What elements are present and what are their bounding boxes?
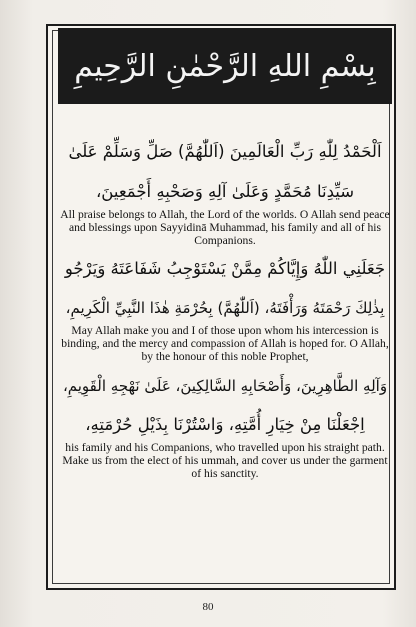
arabic-line-1: اَلْحَمْدُ لِلّٰهِ رَبِّ الْعَالَمِينَ (اَللّٰهُمَّ) صَلِّ وَسَلِّمْ عَلَىٰ bbox=[68, 142, 382, 161]
arabic-line-6: اِجْعَلْنَا مِنْ خِيَارِ أُمَّتِهِ، وَاسْتُرْنَا بِذَيْلِ حُرْمَتِهِ، bbox=[85, 414, 365, 434]
arabic-line-5: وَآلِهِ الطَّاهِرِينَ، وَأَصْحَابِهِ السَّالِكِينَ، عَلَىٰ نَهْجِهِ الْقَوِيمِ، bbox=[62, 376, 388, 395]
page-content bbox=[60, 122, 390, 480]
english-translation-2: May Allah make you and I of those upon whom his intercession is binding, and the mercy and compassion of Allah is hoped for. O Allah, by the honour of this noble Prophet, bbox=[61, 323, 389, 363]
english-translation-3: his family and his Companions, who travelled upon his straight path. Make us from the elect of his ummah, and cover us under the garment of his sanctity. bbox=[62, 441, 388, 480]
arabic-line-4: بِذٰلِكَ رَحْمَتَهُ وَرَأْفَتَهُ، (اَللّٰهُمَّ) بِحُرْمَةِ هٰذَا النَّبِيِّ الْكَرِيمِ، bbox=[65, 298, 385, 317]
basmala-header-band bbox=[58, 28, 392, 104]
page-number: 80 bbox=[202, 601, 214, 613]
english-translation-1: All praise belongs to Allah, the Lord of the worlds. O Allah send peace and blessings upon Sayyidinā Muhammad, his family and all of his Companions. bbox=[60, 208, 390, 247]
arabic-line-3: جَعَلَنِي اللّٰهُ وَإِيَّاكُمْ مِمَّنْ يَسْتَوْجِبُ شَفَاعَتَهُ وَيَرْجُو bbox=[64, 259, 386, 278]
basmala-calligraphy: بِسْمِ اللهِ الرَّحْمٰنِ الرَّحِيمِ bbox=[74, 48, 376, 84]
arabic-line-2: سَيِّدِنَا مُحَمَّدٍ وَعَلَىٰ آلِهِ وَصَحْبِهِ أَجْمَعِينَ، bbox=[95, 181, 355, 201]
